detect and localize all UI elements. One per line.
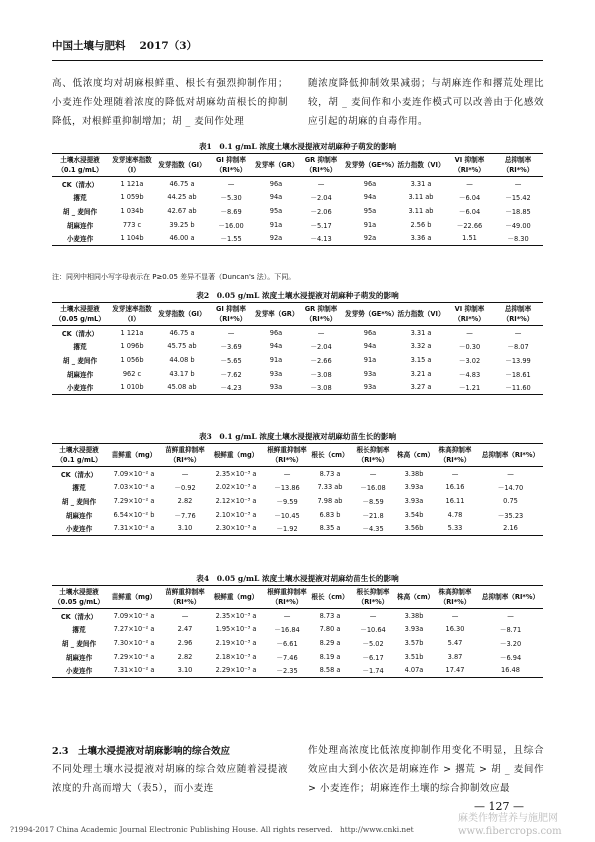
table-cell: －5.65	[220, 356, 242, 365]
table-cell: 3.10	[162, 521, 208, 535]
table-cell: －14.70	[497, 484, 524, 493]
table-cell: 16.11	[445, 496, 465, 505]
table-cell: －8.59	[362, 497, 384, 506]
table-cell: 3.57b	[404, 638, 424, 647]
table-cell: 8.58 a	[310, 663, 350, 677]
table-cell: 3.51b	[404, 652, 424, 661]
table-cell: －7.76	[174, 511, 196, 520]
column-header: 发芽指数（GI）	[156, 303, 208, 326]
table-cell: —	[317, 328, 325, 337]
table-cell: 7.30×10⁻² a	[113, 638, 155, 647]
table-cell: 4.78	[447, 510, 463, 519]
row-label: 小麦连作	[52, 663, 106, 677]
table-cell: —	[507, 611, 514, 620]
table-cell: 1 034b	[120, 206, 144, 215]
table-cell: 45.75 ab	[167, 342, 197, 351]
table-row	[52, 508, 543, 522]
table-cell: 2.96	[177, 638, 193, 647]
table-cell: 7.29×10⁻² a	[113, 496, 155, 505]
table-row	[52, 177, 543, 191]
column-header: GR 抑制率（RI*%）	[298, 154, 344, 177]
column-header: 发芽率（GR）	[254, 303, 298, 326]
column-header: 根鲜重（mg）	[208, 586, 264, 609]
table-cell: 93a	[254, 380, 298, 394]
table-cell: －6.04	[458, 207, 481, 216]
row-label: 胡麻连作	[66, 370, 94, 379]
table-cell: 5.33	[432, 521, 478, 535]
table-cell: －4.83	[458, 370, 481, 379]
table-cell: 1 056b	[120, 355, 144, 364]
table-cell: －18.61	[505, 370, 531, 379]
intro-right-column: 随浓度降低抑制效果减弱；与胡麻连作和撂荒处理比较，胡 _ 麦间作和小麦连作模式可以改善由于化感效应引起的胡麻的自毒作用。	[308, 78, 544, 127]
table-cell: 3.56b	[396, 521, 432, 535]
table-cell: －2.04	[310, 343, 332, 352]
copyright-footer: ?1994-2017 China Academic Journal Electronic Publishing House. All rights reserved. http://www.cnki.net	[10, 825, 414, 834]
table-cell: —	[514, 179, 522, 188]
table-cell: －11.60	[493, 380, 543, 394]
row-label: 胡麻连作	[65, 511, 93, 520]
column-header: 株高（cm）	[396, 444, 432, 467]
table-cell: 8.19 a	[319, 652, 341, 661]
table-cell: －4.23	[208, 380, 254, 394]
table-cell: 6.54×10⁻² b	[113, 510, 155, 519]
row-label: 小麦连作	[52, 521, 106, 535]
table1-caption: 表1 0.1 g/mL 浓度土壤水浸提液对胡麻种子萌发的影响	[198, 142, 397, 151]
table-cell: －0.92	[174, 484, 196, 493]
table-cell: 7.31×10⁻² a	[106, 663, 162, 677]
table-cell: 3.31 a	[410, 328, 432, 337]
table-cell: 8.35 a	[310, 521, 350, 535]
column-header: 发芽势（GE*%）	[344, 303, 396, 326]
table-cell: 5.47	[447, 638, 463, 647]
table-cell: －3.08	[310, 370, 332, 379]
table-cell: 3.36 a	[396, 231, 446, 245]
table-row	[52, 326, 543, 340]
table-cell: 7.27×10⁻² a	[113, 625, 155, 634]
column-header: 株高抑制率（RI*%）	[432, 586, 478, 609]
section-left-column: 不同处理土壤水浸提液对胡麻的综合效应随着浸提液浓度的升高而增大（表5），而小麦连	[52, 764, 288, 794]
table-cell: 3.31 a	[410, 179, 432, 188]
column-header: 苗鲜重抑制率（RI*%）	[162, 586, 208, 609]
table-cell: －8.69	[220, 207, 242, 216]
row-label: 胡 _ 麦间作	[61, 639, 97, 648]
column-header: 根鲜重抑制率（RI*%）	[264, 586, 310, 609]
table-cell: 2.35×10⁻³ a	[215, 611, 257, 620]
table-cell: 7.09×10⁻² a	[113, 469, 155, 478]
table-cell: －7.46	[276, 653, 298, 662]
table-cell: －13.99	[505, 356, 531, 365]
table-cell: －8.30	[493, 231, 543, 245]
table-cell: －18.85	[505, 207, 531, 216]
table2	[52, 302, 543, 395]
table-cell: —	[283, 469, 291, 478]
table-cell: －10.64	[360, 626, 386, 635]
column-header: VI 抑制率（RI*%）	[446, 303, 493, 326]
column-header: 发芽速率指数（I）	[108, 303, 156, 326]
table-cell: 8.73 a	[319, 469, 341, 478]
table-cell: —	[514, 328, 522, 337]
table-cell: —	[466, 328, 473, 337]
table-cell: 91a	[269, 220, 283, 229]
table-row	[52, 636, 543, 650]
year-issue: 2017（3）	[139, 40, 198, 52]
table-cell: 2.19×10⁻³ a	[215, 638, 257, 647]
table-cell: 43.17 b	[169, 369, 195, 378]
table-cell: 2.29×10⁻³ a	[208, 663, 264, 677]
table-cell: －0.30	[458, 343, 481, 352]
column-header: GI 抑制率（RI*%）	[208, 303, 254, 326]
table-cell: 4.07a	[396, 663, 432, 677]
table-cell: 0.75	[503, 496, 518, 505]
column-header: 总抑制率（RI*%）	[478, 444, 543, 467]
table-cell: －5.30	[220, 194, 242, 203]
table-cell: 3.93a	[404, 483, 424, 492]
table-cell: 94a	[363, 193, 377, 202]
table-cell: －1.74	[350, 663, 396, 677]
table-row	[52, 340, 543, 354]
row-label: CK（清水）	[60, 612, 98, 621]
table-cell: 93a	[363, 369, 377, 378]
table-cell: —	[369, 469, 377, 478]
table-cell: 1.51	[446, 231, 493, 245]
table-cell: －6.04	[458, 194, 481, 203]
table-cell: 96a	[363, 328, 377, 337]
column-header: 活力指数（VI）	[396, 303, 446, 326]
table4	[52, 585, 543, 678]
table-row	[52, 623, 543, 637]
table-cell: －49.00	[505, 221, 531, 230]
table-cell: 1 096b	[120, 342, 144, 351]
table-cell: 45.08 ab	[156, 380, 208, 394]
table-cell: 95a	[269, 206, 283, 215]
table-cell: －6.61	[276, 639, 298, 648]
table-cell: 16.48	[478, 663, 543, 677]
column-header: 苗鲜重（mg）	[106, 444, 162, 467]
table-cell: 3.38b	[404, 469, 424, 478]
table-cell: －1.21	[446, 380, 493, 394]
table-cell: 3.11 ab	[408, 206, 434, 215]
column-header: 根长（cm）	[310, 444, 350, 467]
table-cell: —	[451, 469, 459, 478]
row-label: 撂荒	[73, 194, 87, 203]
column-header: 苗鲜重（mg）	[106, 586, 162, 609]
running-header	[52, 38, 197, 53]
column-header: 总抑制率（RI*%）	[493, 154, 543, 177]
row-label: CK（清水）	[60, 470, 98, 479]
column-header: 总抑制率（RI*%）	[493, 303, 543, 326]
column-header: 土壤水浸提液（0.05 g/mL）	[52, 303, 108, 326]
table-cell: 7.31×10⁻² a	[106, 521, 162, 535]
table-cell: —	[181, 611, 189, 620]
table-cell: 44.25 ab	[167, 193, 197, 202]
table-cell: －3.20	[499, 639, 522, 648]
table-cell: 2.82	[177, 652, 193, 661]
table-cell: －4.35	[350, 521, 396, 535]
column-header: 根长（cm）	[310, 586, 350, 609]
table2-header	[52, 303, 543, 326]
table-cell: －16.08	[360, 484, 386, 493]
table-cell: －5.17	[310, 221, 332, 230]
table-cell: 3.27 a	[396, 380, 446, 394]
table-row	[52, 494, 543, 508]
row-label: 胡 _ 麦间作	[62, 356, 98, 365]
table-cell: 46.75 a	[169, 179, 195, 188]
section-right-column: 作处理高浓度比低浓度抑制作用变化不明显，且综合效应由大到小依次是胡麻连作 > 撂荒 > 胡 _ 麦间作 > 小麦连作；胡麻连作土壤的综合抑制效应最	[308, 745, 544, 794]
table-cell: 2.82	[177, 496, 193, 505]
header-rule	[52, 60, 543, 61]
table-cell: 93a	[344, 380, 396, 394]
table-cell: 7.33 ab	[317, 483, 343, 492]
table-row	[52, 663, 543, 677]
table-cell: 95a	[363, 206, 377, 215]
row-label: 胡 _ 麦间作	[61, 497, 97, 506]
table-row	[52, 481, 543, 495]
table4-caption: 表4 0.05 g/mL 浓度土壤水浸提液对胡麻幼苗生长的影响	[196, 574, 399, 583]
table-cell: －2.35	[264, 663, 310, 677]
table-row	[52, 521, 543, 535]
table-cell: 2.35×10⁻³ a	[215, 469, 257, 478]
table-cell: －6.94	[499, 653, 522, 662]
table-row	[52, 367, 543, 381]
table-cell: －6.17	[362, 653, 384, 662]
table3-caption: 表3 0.1 g/mL 浓度土壤水浸提液对胡麻幼苗生长的影响	[198, 432, 397, 441]
column-header: 根鲜重（mg）	[208, 444, 264, 467]
table3-header	[52, 444, 543, 467]
table-cell: 962 c	[122, 369, 142, 378]
table-cell: —	[451, 611, 459, 620]
row-label: 胡 _ 麦间作	[62, 207, 98, 216]
table-cell: 39.25 b	[169, 220, 195, 229]
table-cell: －1.55	[208, 231, 254, 245]
table-row	[52, 650, 543, 664]
table-cell: 7.03×10⁻² a	[113, 483, 155, 492]
column-header: 根鲜重抑制率（RI*%）	[264, 444, 310, 467]
table-cell: 6.83 b	[319, 510, 341, 519]
table2-caption: 表2 0.05 g/mL 浓度土壤水浸提液对胡麻种子萌发的影响	[196, 291, 399, 300]
table-cell: 2.12×10⁻³ a	[215, 496, 257, 505]
table-cell: －8.07	[507, 343, 529, 352]
table3	[52, 443, 543, 536]
table1-header	[52, 154, 543, 177]
table-cell: 2.18×10⁻³ a	[215, 652, 257, 661]
table-cell: －10.45	[274, 511, 300, 520]
table-cell: 93a	[269, 369, 283, 378]
table-cell: 3.38b	[404, 611, 424, 620]
table-row	[52, 609, 543, 623]
column-header: 发芽率（GR）	[254, 154, 298, 177]
table-cell: —	[227, 328, 235, 337]
table-cell: －4.13	[298, 231, 344, 245]
table-cell: 3.54b	[404, 510, 424, 519]
table-cell: 92a	[254, 231, 298, 245]
table-row	[52, 353, 543, 367]
column-header: 根长抑制率（RI*%）	[350, 586, 396, 609]
table-cell: —	[317, 179, 325, 188]
table-cell: －22.66	[456, 221, 483, 230]
row-label: 胡麻连作	[65, 653, 93, 662]
column-header: 土壤水浸提液（0.1 g/mL）	[52, 444, 106, 467]
table-row	[52, 218, 543, 232]
table-row	[52, 231, 543, 245]
table-cell: 1 010b	[108, 380, 156, 394]
table-cell: 1.95×10⁻³ a	[215, 625, 257, 634]
table-cell: －16.00	[218, 221, 244, 230]
table4-header	[52, 586, 543, 609]
table-cell: —	[181, 469, 189, 478]
table-cell: 1 121a	[120, 328, 144, 337]
table-cell: 2.56 b	[410, 220, 432, 229]
table-cell: －3.69	[220, 343, 242, 352]
table-cell: 3.10	[162, 663, 208, 677]
column-header: 发芽势（GE*%）	[344, 154, 396, 177]
column-header: 苗鲜重抑制率（RI*%）	[162, 444, 208, 467]
table-cell: 91a	[363, 220, 377, 229]
table-cell: 3.87	[447, 652, 463, 661]
table-cell: 46.75 a	[169, 328, 195, 337]
section-heading: 2.3 土壤水浸提液对胡麻影响的综合效应	[52, 746, 231, 757]
column-header: 总抑制率（RI*%）	[478, 586, 543, 609]
table-cell: 773 c	[122, 220, 142, 229]
table-cell: 91a	[269, 355, 283, 364]
row-label: 胡麻连作	[66, 221, 94, 230]
table-cell: 91a	[363, 355, 377, 364]
column-header: 株高抑制率（RI*%）	[432, 444, 478, 467]
table-cell: 7.29×10⁻² a	[113, 652, 155, 661]
table-cell: 1 059b	[120, 193, 144, 202]
table-cell: —	[507, 469, 514, 478]
column-header: 活力指数（VI）	[396, 154, 446, 177]
table-cell: —	[369, 611, 377, 620]
table-cell: 3.93a	[404, 625, 424, 634]
table-row	[52, 467, 543, 481]
column-header: 土壤水浸提液（0.05 g/mL）	[52, 586, 106, 609]
table-cell: 3.21 a	[410, 369, 432, 378]
table-cell: －16.84	[274, 626, 300, 635]
table-cell: 2.47	[177, 625, 193, 634]
table-cell: 2.16	[478, 521, 543, 535]
table-cell: －3.08	[298, 380, 344, 394]
page-number: — 127 —	[474, 800, 524, 813]
table-cell: —	[283, 611, 291, 620]
table-cell: 2.30×10⁻³ a	[208, 521, 264, 535]
row-label: 撂荒	[73, 343, 87, 352]
table-cell: 96a	[269, 179, 283, 188]
table-row	[52, 204, 543, 218]
table-cell: 7.98 ab	[317, 496, 343, 505]
table-cell: 46.00 a	[156, 231, 208, 245]
table-cell: 92a	[344, 231, 396, 245]
column-header: VI 抑制率（RI*%）	[446, 154, 493, 177]
table-cell: －9.59	[276, 497, 298, 506]
watermark: 麻类作物营养与施肥网 www.fibercrops.com	[458, 813, 562, 837]
table-row	[52, 380, 543, 394]
table-cell: －13.86	[274, 484, 300, 493]
table-cell: 2.02×10⁻³ a	[215, 483, 257, 492]
column-header: 株高（cm）	[396, 586, 432, 609]
table-cell: 8.29 a	[319, 638, 341, 647]
table-cell: －35.23	[497, 511, 524, 520]
table-cell: 96a	[269, 328, 283, 337]
table-cell: —	[466, 179, 473, 188]
table-cell: 94a	[363, 342, 377, 351]
table-cell: 8.73 a	[319, 611, 341, 620]
table-cell: －2.66	[310, 356, 332, 365]
journal-name: 中国土壤与肥料	[52, 40, 126, 52]
table-cell: 3.11 ab	[408, 193, 434, 202]
table4-body	[52, 609, 543, 678]
column-header: GI 抑制率（RI*%）	[208, 154, 254, 177]
table-note: 注：同列中相同小写字母表示在 P≥0.05 差异不显著（Duncan's 法）。下同。	[52, 273, 296, 281]
table-cell: 1 121a	[120, 179, 144, 188]
column-header: 根长抑制率（RI*%）	[350, 444, 396, 467]
table3-body	[52, 467, 543, 536]
table-cell: 1 104b	[108, 231, 156, 245]
table-cell: 16.30	[445, 625, 465, 634]
table-cell: －7.62	[220, 370, 242, 379]
table-cell: 44.08 b	[169, 355, 195, 364]
table-row	[52, 191, 543, 205]
table-cell: 3.93a	[404, 496, 424, 505]
table-cell: 3.15 a	[410, 355, 432, 364]
table-cell: 3.32 a	[410, 342, 432, 351]
table-cell: －1.92	[264, 521, 310, 535]
table-cell: －3.02	[458, 356, 481, 365]
table-cell: 96a	[363, 179, 377, 188]
row-label: 小麦连作	[52, 231, 108, 245]
table-cell: 7.09×10⁻² a	[113, 611, 155, 620]
table1-body	[52, 177, 543, 246]
table2-body	[52, 326, 543, 395]
table-cell: —	[227, 179, 235, 188]
table-cell: 17.47	[432, 663, 478, 677]
table-cell: －15.42	[505, 194, 531, 203]
column-header: GR 抑制率（RI*%）	[298, 303, 344, 326]
table-cell: 7.80 a	[319, 625, 341, 634]
row-label: CK（清水）	[61, 180, 99, 189]
table-cell: 42.67 ab	[167, 206, 197, 215]
row-label: 撂荒	[72, 484, 86, 493]
intro-left-column: 高、低浓度均对胡麻根鲜重、根长有强烈抑制作用；小麦连作处理随着浓度的降低对胡麻幼苗根长的抑制降低，对根鲜重抑制增加；胡 _ 麦间作处理	[52, 78, 288, 127]
table-cell: －8.71	[499, 626, 522, 635]
table-cell: 94a	[269, 342, 283, 351]
table-cell: －5.02	[362, 639, 384, 648]
column-header: 发芽指数（GI）	[156, 154, 208, 177]
row-label: CK（清水）	[61, 329, 99, 338]
row-label: 小麦连作	[52, 380, 108, 394]
table1	[52, 153, 543, 246]
row-label: 撂荒	[72, 626, 86, 635]
column-header: 土壤水浸提液（0.1 g/mL）	[52, 154, 108, 177]
table-cell: －2.06	[310, 207, 332, 216]
column-header: 发芽速率指数（I）	[108, 154, 156, 177]
table-cell: 2.10×10⁻³ a	[215, 510, 257, 519]
table-cell: －2.04	[310, 194, 332, 203]
table-cell: 16.16	[445, 483, 465, 492]
table-cell: －21.8	[362, 511, 384, 520]
table-cell: 94a	[269, 193, 283, 202]
